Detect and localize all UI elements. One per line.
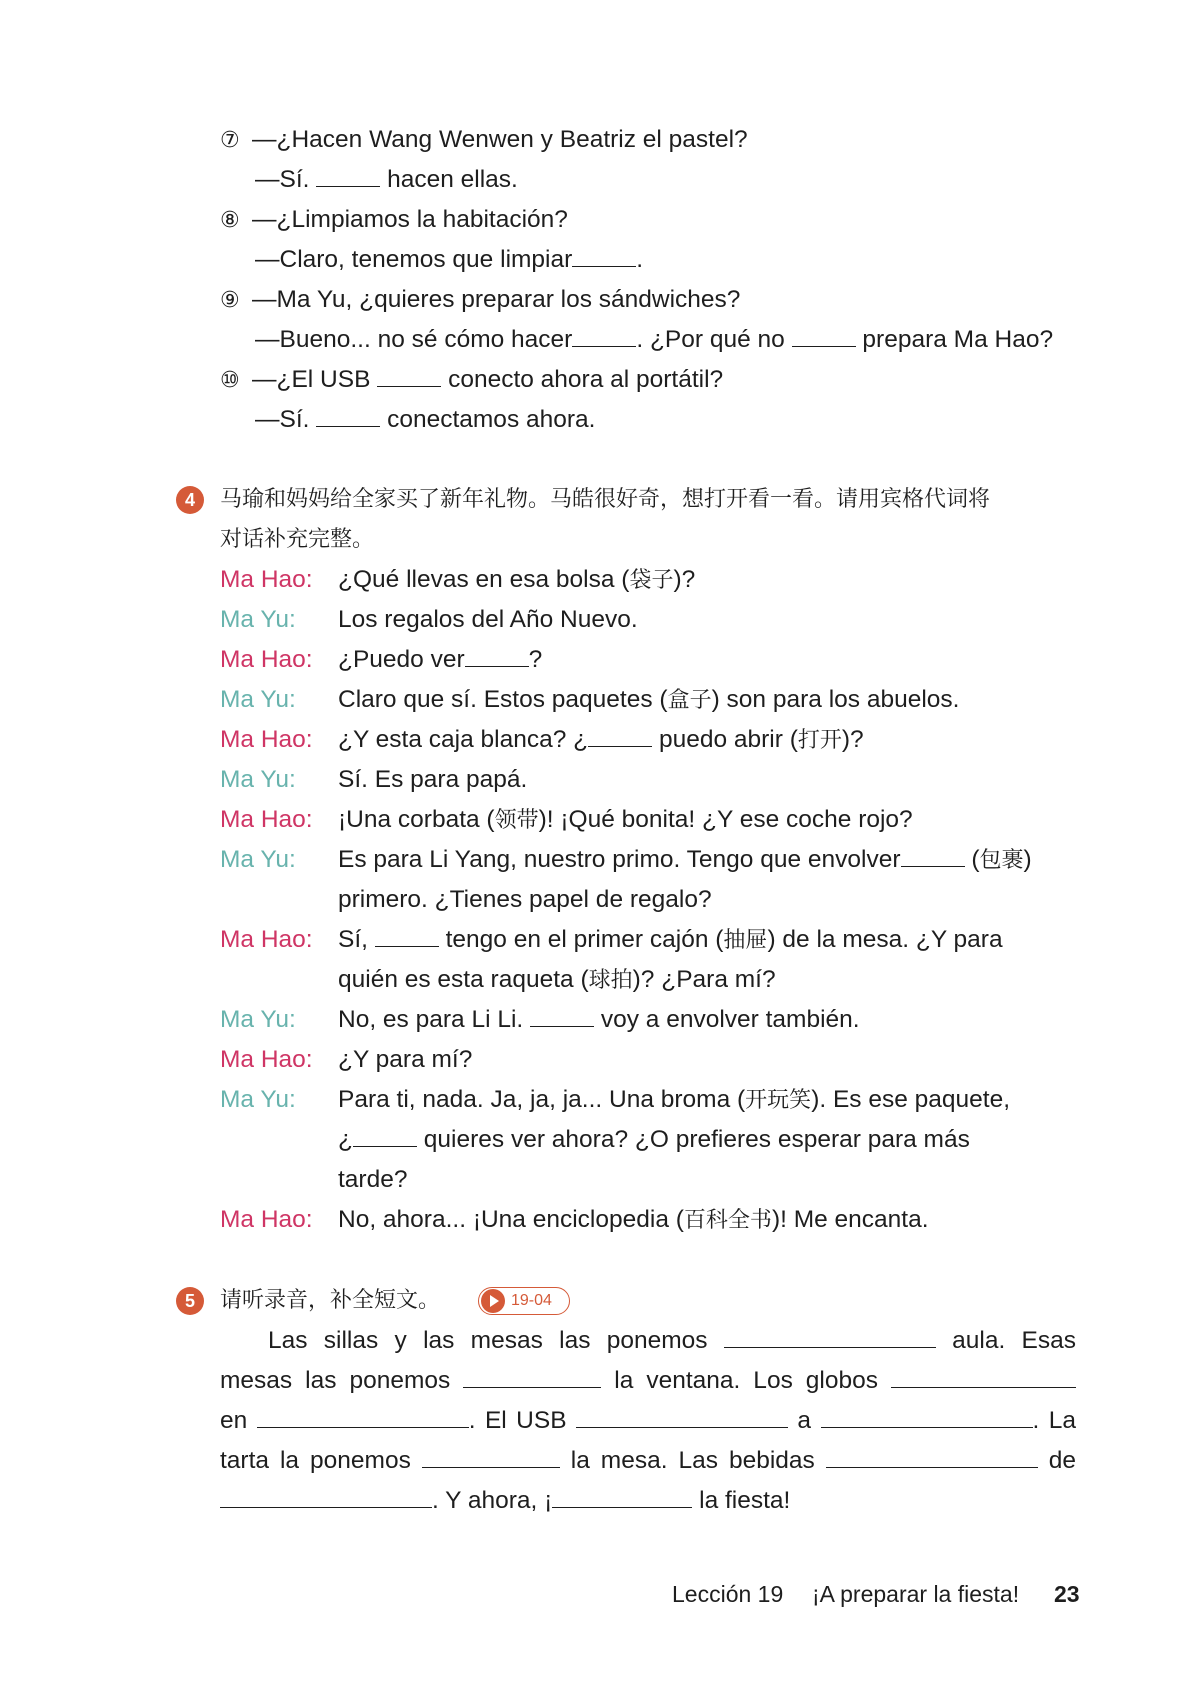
- dialogue-line-continued: tarde?: [338, 1166, 408, 1193]
- dialogue-line: ¡Una corbata (领带)! ¡Qué bonita! ¿Y ese coche rojo?: [338, 806, 913, 833]
- speaker-ma-hao: Ma Hao:: [220, 726, 313, 753]
- answer-blank[interactable]: [552, 1486, 692, 1508]
- passage-line: tarta la ponemos la mesa. Las bebidas de: [220, 1447, 1076, 1474]
- dialogue-line: ¿Y para mí?: [338, 1046, 473, 1073]
- footer-lesson: Lección 19: [672, 1581, 784, 1607]
- exercise-4-instruction-cont: 对话补充完整。: [220, 527, 375, 552]
- answer-blank[interactable]: [821, 1406, 1033, 1428]
- answer-blank[interactable]: [792, 325, 856, 347]
- answer-blank[interactable]: [316, 405, 380, 427]
- exercise-5-instruction: 请听录音，补全短文。: [220, 1288, 441, 1313]
- audio-track-button[interactable]: [478, 1287, 570, 1315]
- page-number: 23: [1054, 1581, 1080, 1607]
- ex3-item-9-answer: —Bueno... no sé cómo hacer . ¿Por qué no prepara Ma Hao?: [255, 326, 1054, 353]
- answer-blank[interactable]: [724, 1326, 936, 1348]
- passage-line: Las sillas y las mesas las ponemos aula. Esas: [268, 1327, 1077, 1354]
- item-number: ⑧: [220, 208, 240, 233]
- ex3-item-8-answer: —Claro, tenemos que limpiar .: [255, 246, 644, 273]
- speaker-ma-hao: Ma Hao:: [220, 1206, 313, 1233]
- answer-blank[interactable]: [901, 845, 965, 867]
- exercise-5-number: 5: [176, 1287, 204, 1315]
- speaker-ma-yu: Ma Yu:: [220, 1086, 296, 1113]
- dialogue-line: Para ti, nada. Ja, ja, ja... Una broma (开玩笑). Es ese paquete,: [338, 1086, 1011, 1113]
- footer-lesson-title: ¡A preparar la fiesta!: [812, 1581, 1020, 1607]
- answer-blank[interactable]: [353, 1125, 417, 1147]
- speaker-ma-hao: Ma Hao:: [220, 566, 313, 593]
- dialogue-line: Claro que sí. Estos paquetes (盒子) son para los abuelos.: [338, 686, 960, 713]
- dialogue-line: Los regalos del Año Nuevo.: [338, 606, 638, 633]
- answer-blank[interactable]: [377, 365, 441, 387]
- speaker-ma-yu: Ma Yu:: [220, 846, 296, 873]
- answer-blank[interactable]: [572, 245, 636, 267]
- item-number: ⑨: [220, 288, 240, 313]
- answer-blank[interactable]: [465, 645, 529, 667]
- dialogue-line: No, es para Li Li. voy a envolver también.: [338, 1006, 860, 1033]
- dialogue-line-continued: ¿ quieres ver ahora? ¿O prefieres esperar para más: [338, 1126, 970, 1153]
- exercise-4-instruction: 马瑜和妈妈给全家买了新年礼物。马皓很好奇，想打开看一看。请用宾格代词将: [220, 487, 991, 512]
- dialogue-line: Es para Li Yang, nuestro primo. Tengo que envolver (包裹): [338, 846, 1032, 873]
- speaker-ma-yu: Ma Yu:: [220, 606, 296, 633]
- audio-track-code: 19-04: [511, 1292, 552, 1309]
- passage-line: mesas las ponemos la ventana. Los globos: [220, 1361, 1076, 1401]
- answer-blank[interactable]: [422, 1446, 560, 1468]
- speaker-ma-yu: Ma Yu:: [220, 1006, 296, 1033]
- dialogue-line-continued: primero. ¿Tienes papel de regalo?: [338, 886, 712, 913]
- play-icon[interactable]: [481, 1289, 505, 1313]
- answer-blank[interactable]: [316, 165, 380, 187]
- ex3-item-7-answer: —Sí. hacen ellas.: [255, 166, 518, 193]
- answer-blank[interactable]: [891, 1366, 1076, 1388]
- dialogue-line: ¿Y esta caja blanca? ¿ puedo abrir (打开)?: [338, 726, 864, 753]
- item-number: ⑦: [220, 128, 240, 153]
- dialogue-line: Sí. Es para papá.: [338, 766, 528, 793]
- exercise-4-number: 4: [176, 486, 204, 514]
- speaker-ma-hao: Ma Hao:: [220, 806, 313, 833]
- passage-line: . Y ahora, ¡ la fiesta!: [220, 1481, 1076, 1521]
- answer-blank[interactable]: [220, 1486, 432, 1508]
- answer-blank[interactable]: [576, 1406, 788, 1428]
- answer-blank[interactable]: [257, 1406, 469, 1428]
- passage-line: en . El USB a . La: [220, 1407, 1076, 1434]
- dialogue-line: Sí, tengo en el primer cajón (抽屉) de la mesa. ¿Y para: [338, 926, 1003, 953]
- answer-blank[interactable]: [572, 325, 636, 347]
- dialogue-line: ¿Qué llevas en esa bolsa (袋子)?: [338, 566, 696, 593]
- speaker-ma-yu: Ma Yu:: [220, 686, 296, 713]
- answer-blank[interactable]: [375, 925, 439, 947]
- speaker-ma-hao: Ma Hao:: [220, 1046, 313, 1073]
- answer-blank[interactable]: [826, 1446, 1038, 1468]
- ex3-item-9-question: ⑨ —Ma Yu, ¿quieres preparar los sándwiches?: [220, 280, 740, 321]
- ex3-item-10-answer: —Sí. conectamos ahora.: [255, 406, 596, 433]
- ex3-item-8-question: ⑧ —¿Limpiamos la habitación?: [220, 200, 568, 241]
- answer-blank[interactable]: [588, 725, 652, 747]
- dialogue-line-continued: quién es esta raqueta (球拍)? ¿Para mí?: [338, 966, 776, 993]
- item-number: ⑩: [220, 368, 240, 393]
- speaker-ma-hao: Ma Hao:: [220, 646, 313, 673]
- speaker-ma-hao: Ma Hao:: [220, 926, 313, 953]
- answer-blank[interactable]: [530, 1005, 594, 1027]
- ex3-item-10-question: ⑩ —¿El USB conecto ahora al portátil?: [220, 360, 723, 401]
- dialogue-line: ¿Puedo ver ?: [338, 646, 543, 673]
- speaker-ma-yu: Ma Yu:: [220, 766, 296, 793]
- answer-blank[interactable]: [463, 1366, 601, 1388]
- ex3-item-7-question: ⑦ —¿Hacen Wang Wenwen y Beatriz el pastel?: [220, 120, 748, 161]
- dialogue-line: No, ahora... ¡Una enciclopedia (百科全书)! Me encanta.: [338, 1206, 929, 1233]
